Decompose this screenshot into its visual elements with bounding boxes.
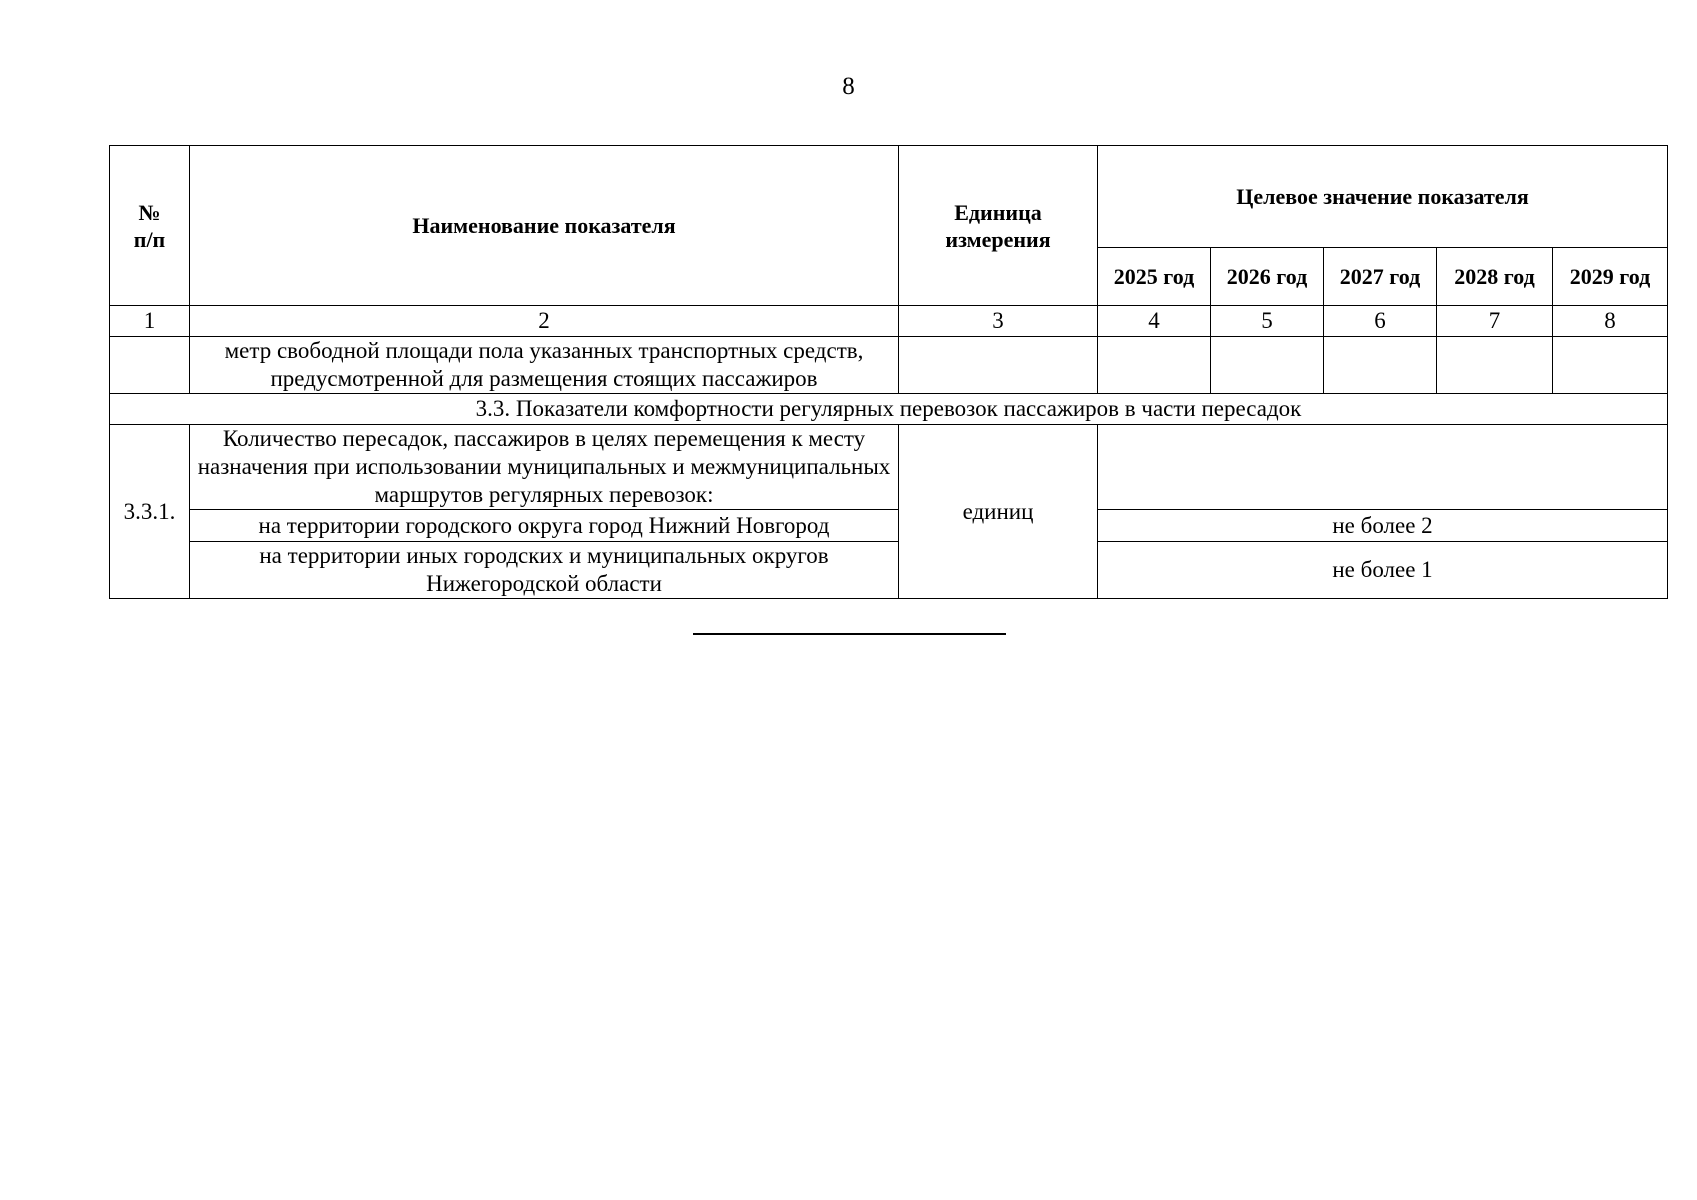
continuation-value-cell <box>1098 337 1211 394</box>
column-number: 3 <box>899 306 1098 337</box>
item-question-row <box>110 425 1668 510</box>
item-subrow <box>110 510 1668 542</box>
subrow-value: не более 2 <box>1098 510 1668 542</box>
section-row <box>110 394 1668 425</box>
continuation-unit-cell <box>899 337 1098 394</box>
column-number: 6 <box>1324 306 1437 337</box>
subrow-name: на территории городского округа город Нижний Новгород <box>190 510 899 542</box>
continuation-value-cell <box>1211 337 1324 394</box>
header-year: 2026 год <box>1211 248 1324 306</box>
continuation-row <box>110 337 1668 394</box>
header-year: 2027 год <box>1324 248 1437 306</box>
continuation-no-cell <box>110 337 190 394</box>
continuation-value-cell <box>1437 337 1553 394</box>
column-number: 8 <box>1553 306 1668 337</box>
section-title: 3.3. Показатели комфортности регулярных перевозок пассажиров в части пересадок <box>110 394 1668 425</box>
header-year: 2025 год <box>1098 248 1211 306</box>
continuation-text: метр свободной площади пола указанных транспортных средств, предусмотренной для размещения стоящих пассажиров <box>190 337 899 394</box>
header-col-unit: Единица измерения <box>899 146 1098 306</box>
column-number: 7 <box>1437 306 1553 337</box>
header-col-name: Наименование показателя <box>190 146 899 306</box>
page-number: 8 <box>842 73 855 100</box>
item-question: Количество пересадок, пассажиров в целях перемещения к месту назначения при использовании муниципальных и межмуниципальных маршрутов регулярных перевозок: <box>190 425 899 510</box>
item-number: 3.3.1. <box>110 425 190 599</box>
footer-rule <box>693 633 1006 635</box>
item-unit: единиц <box>899 425 1098 599</box>
header-year: 2028 год <box>1437 248 1553 306</box>
header-year: 2029 год <box>1553 248 1668 306</box>
column-number: 2 <box>190 306 899 337</box>
subrow-name: на территории иных городских и муниципальных округов Нижегородской области <box>190 542 899 599</box>
column-number: 1 <box>110 306 190 337</box>
column-numbers-row <box>110 306 1668 337</box>
continuation-value-cell <box>1324 337 1437 394</box>
subrow-value: не более 1 <box>1098 542 1668 599</box>
continuation-value-cell <box>1553 337 1668 394</box>
header-col-no: № п/п <box>110 146 190 306</box>
item-subrow <box>110 542 1668 599</box>
header-row <box>110 146 1668 248</box>
header-col-target: Целевое значение показателя <box>1098 146 1668 248</box>
column-number: 4 <box>1098 306 1211 337</box>
column-number: 5 <box>1211 306 1324 337</box>
indicators-table <box>109 145 1668 599</box>
item-question-value-cell <box>1098 425 1668 510</box>
